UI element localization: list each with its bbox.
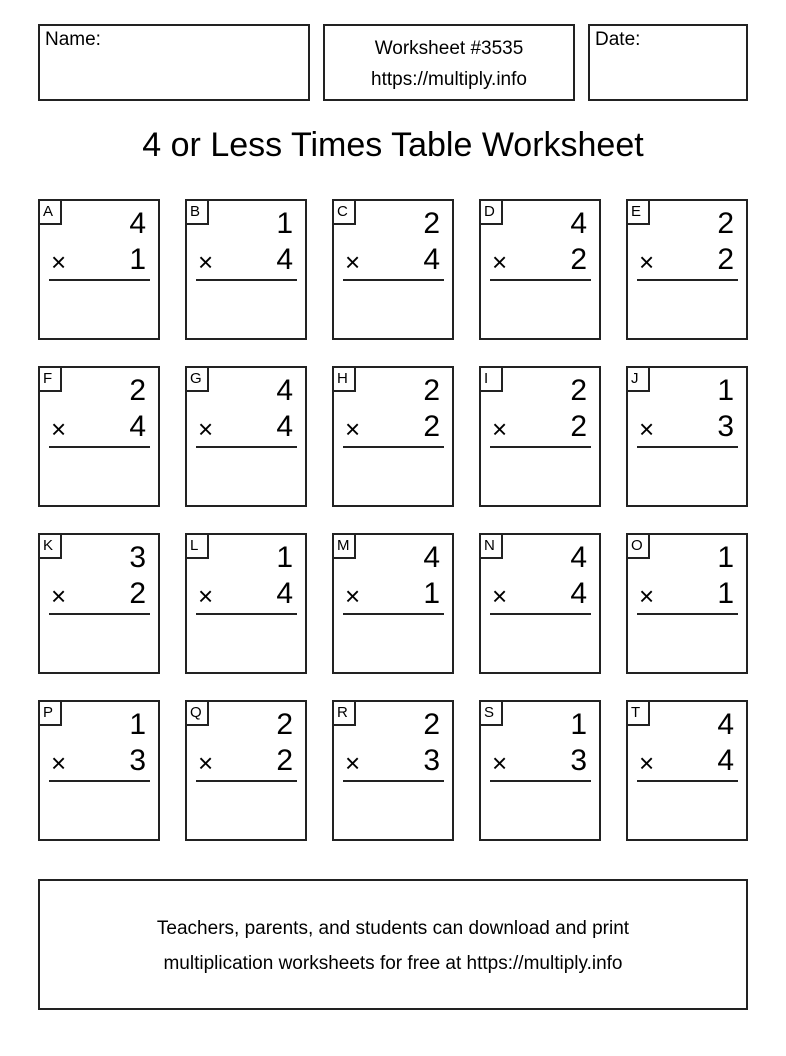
problem-card: [38, 700, 160, 841]
worksheet-info-box: [323, 24, 575, 101]
problem-label: T: [626, 700, 650, 726]
multiplicand: 4: [276, 374, 293, 407]
problem-label: N: [479, 533, 503, 559]
problem-card: [332, 199, 454, 340]
problem-card: [185, 700, 307, 841]
problem-label: I: [479, 366, 503, 392]
multiplier: 3: [717, 410, 734, 443]
problem-label: O: [626, 533, 650, 559]
name-label: Name:: [45, 29, 101, 50]
times-icon: ×: [198, 247, 214, 277]
problem-card: [626, 366, 748, 507]
problem-label: E: [626, 199, 650, 225]
problem-label: G: [185, 366, 209, 392]
problem-card: [185, 366, 307, 507]
multiplicand: 2: [717, 207, 734, 240]
times-icon: ×: [51, 414, 67, 444]
problem-card: [185, 199, 307, 340]
problem-label: A: [38, 199, 62, 225]
answer-line: [196, 446, 297, 448]
times-icon: ×: [492, 581, 508, 611]
times-icon: ×: [639, 748, 655, 778]
times-icon: ×: [492, 748, 508, 778]
multiplier: 4: [276, 243, 293, 276]
answer-line: [49, 613, 150, 615]
times-icon: ×: [198, 581, 214, 611]
times-icon: ×: [51, 748, 67, 778]
problem-card: [626, 533, 748, 674]
answer-line: [196, 613, 297, 615]
times-icon: ×: [198, 748, 214, 778]
multiplier: 2: [570, 410, 587, 443]
problem-card: [38, 366, 160, 507]
answer-line: [49, 279, 150, 281]
problem-card: [479, 199, 601, 340]
multiplicand: 3: [129, 541, 146, 574]
footer-box: [38, 879, 748, 1010]
multiplier: 2: [570, 243, 587, 276]
multiplier: 2: [276, 744, 293, 777]
times-icon: ×: [198, 414, 214, 444]
date-field: [588, 24, 748, 101]
multiplicand: 1: [570, 708, 587, 741]
multiplier: 1: [717, 577, 734, 610]
multiplier: 4: [423, 243, 440, 276]
problem-label: M: [332, 533, 356, 559]
multiplicand: 4: [717, 708, 734, 741]
date-label: Date:: [595, 29, 641, 50]
times-icon: ×: [492, 414, 508, 444]
multiplier: 1: [423, 577, 440, 610]
answer-line: [343, 613, 444, 615]
times-icon: ×: [639, 247, 655, 277]
times-icon: ×: [345, 581, 361, 611]
multiplicand: 4: [423, 541, 440, 574]
problem-card: [332, 533, 454, 674]
multiplicand: 2: [276, 708, 293, 741]
problem-label: B: [185, 199, 209, 225]
answer-line: [637, 279, 738, 281]
answer-line: [637, 780, 738, 782]
answer-line: [637, 613, 738, 615]
multiplier: 4: [129, 410, 146, 443]
answer-line: [490, 780, 591, 782]
multiplier: 3: [129, 744, 146, 777]
multiplicand: 4: [129, 207, 146, 240]
answer-line: [490, 613, 591, 615]
times-icon: ×: [345, 414, 361, 444]
problem-label: Q: [185, 700, 209, 726]
footer-line-1: Teachers, parents, and students can download and print: [156, 918, 630, 939]
problem-label: P: [38, 700, 62, 726]
multiplicand: 2: [129, 374, 146, 407]
multiplier: 4: [276, 410, 293, 443]
multiplicand: 1: [276, 207, 293, 240]
times-icon: ×: [345, 247, 361, 277]
answer-line: [343, 279, 444, 281]
times-icon: ×: [492, 247, 508, 277]
multiplier: 2: [717, 243, 734, 276]
answer-line: [637, 446, 738, 448]
name-field: [38, 24, 310, 101]
problem-label: S: [479, 700, 503, 726]
multiplicand: 2: [423, 708, 440, 741]
problem-card: [626, 199, 748, 340]
multiplier: 4: [276, 577, 293, 610]
answer-line: [196, 780, 297, 782]
problem-label: H: [332, 366, 356, 392]
problem-label: L: [185, 533, 209, 559]
answer-line: [490, 446, 591, 448]
multiplier: 2: [129, 577, 146, 610]
problem-label: J: [626, 366, 650, 392]
times-icon: ×: [51, 581, 67, 611]
multiplicand: 2: [423, 207, 440, 240]
answer-line: [343, 780, 444, 782]
page-title: 4 or Less Times Table Worksheet: [142, 126, 644, 164]
problem-card: [332, 700, 454, 841]
website-text: https://multiply.info: [371, 69, 527, 90]
multiplicand: 4: [570, 207, 587, 240]
problem-card: [479, 366, 601, 507]
multiplier: 3: [570, 744, 587, 777]
times-icon: ×: [639, 414, 655, 444]
answer-line: [343, 446, 444, 448]
multiplicand: 1: [717, 541, 734, 574]
problem-card: [38, 533, 160, 674]
problem-card: [626, 700, 748, 841]
answer-line: [49, 780, 150, 782]
times-icon: ×: [51, 247, 67, 277]
multiplier: 1: [129, 243, 146, 276]
answer-line: [490, 279, 591, 281]
answer-line: [49, 446, 150, 448]
multiplicand: 2: [423, 374, 440, 407]
problem-card: [38, 199, 160, 340]
problem-label: F: [38, 366, 62, 392]
multiplier: 2: [423, 410, 440, 443]
multiplier: 4: [717, 744, 734, 777]
times-icon: ×: [345, 748, 361, 778]
worksheet-number: Worksheet #3535: [374, 38, 524, 59]
problem-label: K: [38, 533, 62, 559]
problem-card: [479, 533, 601, 674]
problem-card: [185, 533, 307, 674]
multiplicand: 1: [276, 541, 293, 574]
multiplier: 4: [570, 577, 587, 610]
footer-line-2: multiplication worksheets for free at https://multiply.info: [163, 953, 623, 974]
problem-label: D: [479, 199, 503, 225]
times-icon: ×: [639, 581, 655, 611]
multiplicand: 2: [570, 374, 587, 407]
answer-line: [196, 279, 297, 281]
multiplicand: 1: [717, 374, 734, 407]
multiplicand: 1: [129, 708, 146, 741]
multiplier: 3: [423, 744, 440, 777]
problem-card: [479, 700, 601, 841]
problem-card: [332, 366, 454, 507]
problem-label: R: [332, 700, 356, 726]
multiplicand: 4: [570, 541, 587, 574]
problem-label: C: [332, 199, 356, 225]
